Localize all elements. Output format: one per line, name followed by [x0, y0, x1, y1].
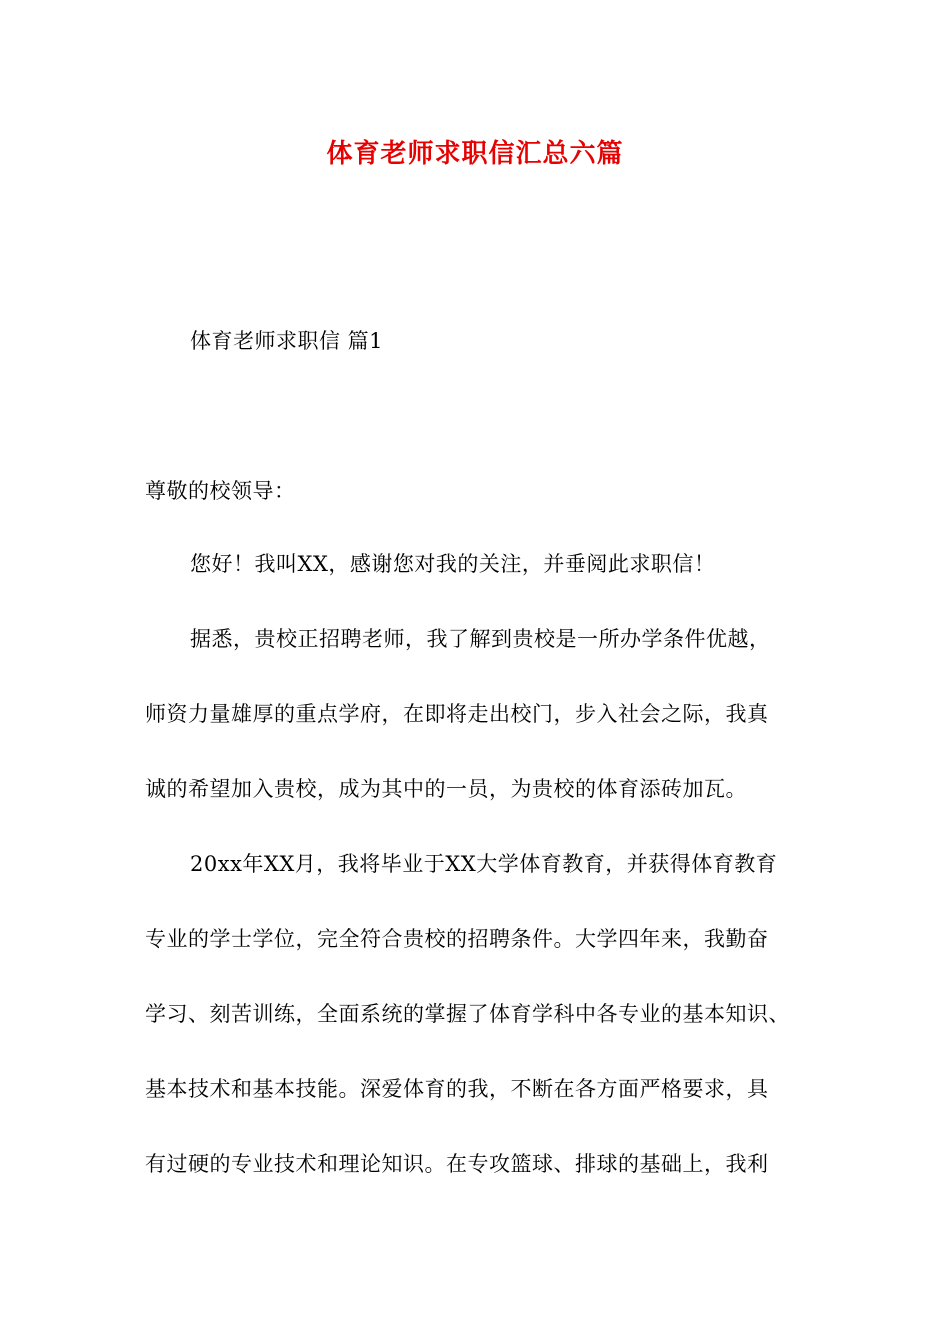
paragraph-line: 基本技术和基本技能。深爱体育的我，不断在各方面严格要求，具 [145, 1077, 769, 1101]
paragraph-line: 专业的学士学位，完全符合贵校的招聘条件。大学四年来，我勤奋 [145, 927, 769, 951]
salutation: 尊敬的校领导： [145, 479, 296, 503]
paragraph-line: 学习、刻苦训练，全面系统的掌握了体育学科中各专业的基本知识、 [145, 1002, 790, 1026]
paragraph-line: 师资力量雄厚的重点学府，在即将走出校门，步入社会之际，我真 [145, 702, 769, 726]
section-heading: 体育老师求职信 篇1 [190, 329, 384, 353]
document-title: 体育老师求职信汇总六篇 [326, 139, 624, 169]
paragraph-line: 诚的希望加入贵校，成为其中的一员，为贵校的体育添砖加瓦。 [145, 777, 747, 801]
paragraph-line: 据悉，贵校正招聘老师，我了解到贵校是一所办学条件优越， [190, 627, 771, 651]
paragraph-line: 您好！我叫XX，感谢您对我的关注，并垂阅此求职信！ [190, 552, 716, 576]
paragraph-line: 有过硬的专业技术和理论知识。在专攻篮球、排球的基础上，我利 [145, 1152, 769, 1176]
paragraph-line: 20xx年XX月，我将毕业于XX大学体育教育，并获得体育教育 [190, 852, 778, 876]
